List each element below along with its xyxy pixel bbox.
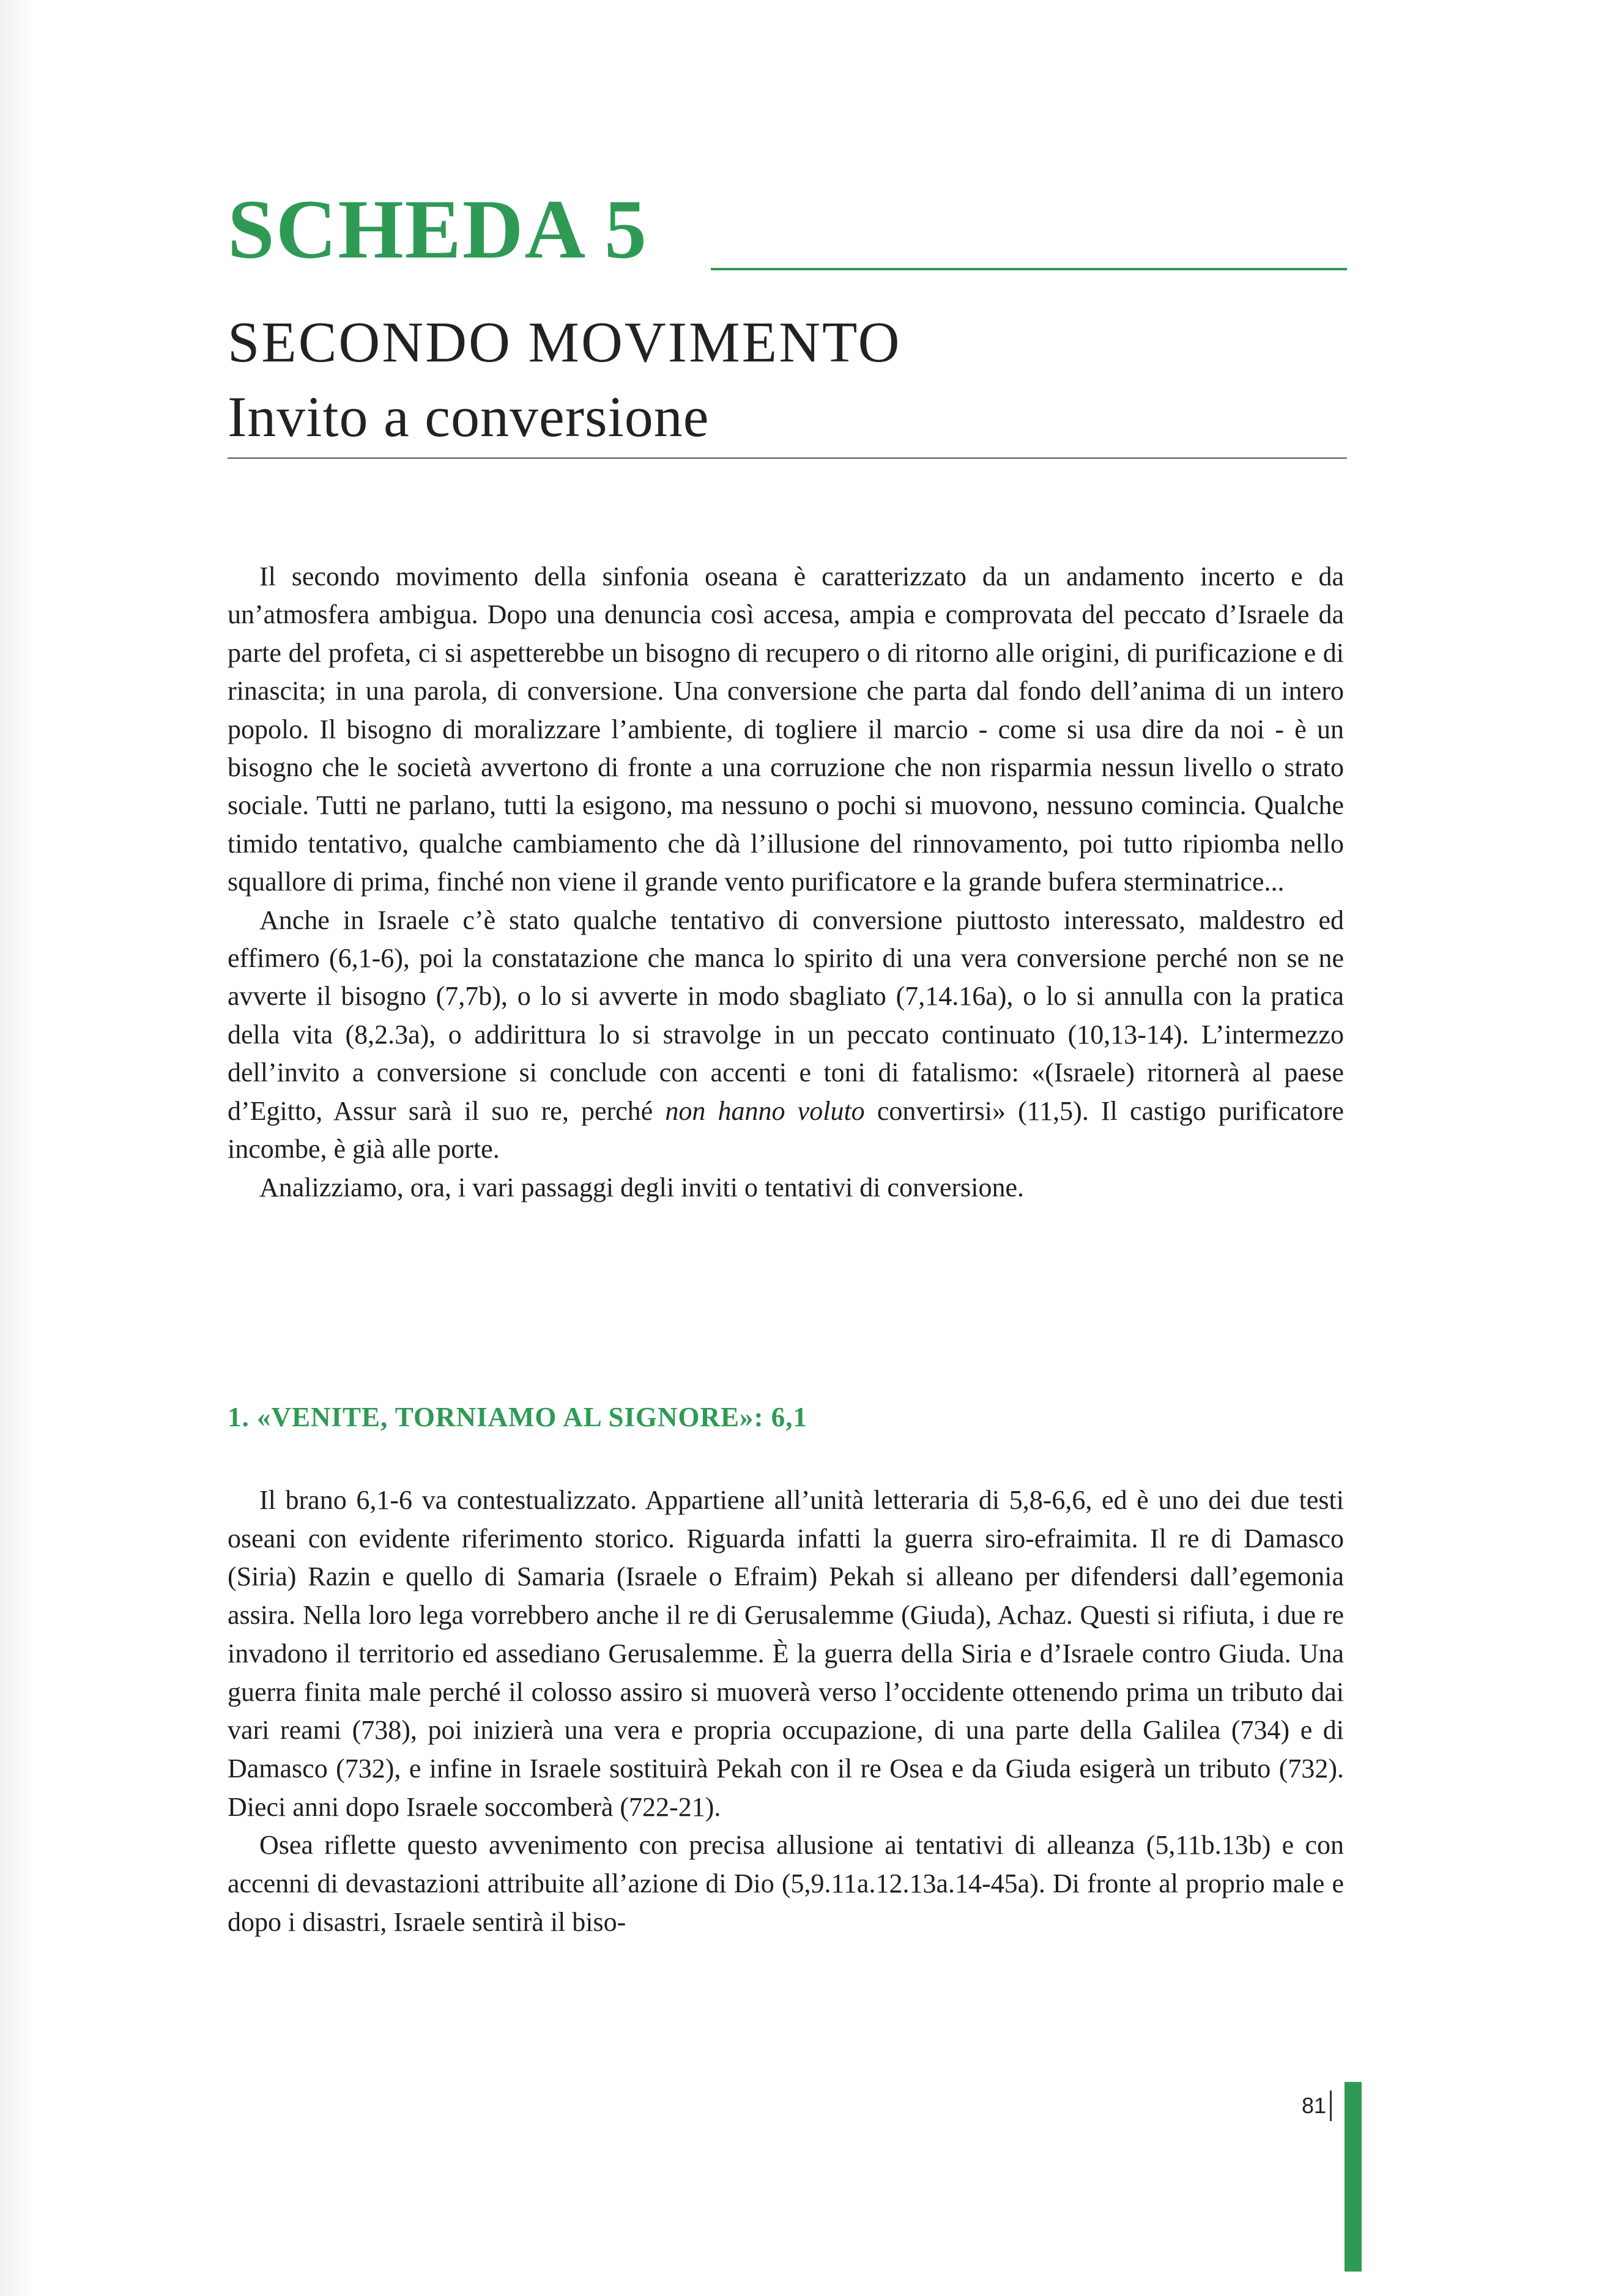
intro-paragraph-2-text-a: Anche in Israele c’è stato qualche tentativo di conversione piuttosto interessato, maldestro ed effimero (6,1-6), poi la constatazione che manca lo spirito di una vera conversione perché non se ne avverte il bisogno (7,7b), o lo si avverte in modo sbagliato (7,14.16a), o lo si annulla con la pratica della vita (8,2.3a), o addirittura lo si stravolge in un peccato continuato (10,13-14). L’intermezzo dell’invito a conversione si conclude con accenti e toni di fatalismo: «(Israele) ritornerà al paese d’Egitto, Assur sarà il suo re, perché [228, 905, 1344, 1126]
subtitle: Invito a conversione [228, 385, 710, 449]
title-divider [228, 457, 1347, 459]
intro-paragraph-2-text-b: convertirsi» (11,5). Il castigo purificatore incombe, è già alle porte. [228, 1095, 1345, 1165]
section-text [228, 1481, 1344, 1941]
movement-title: SECONDO MOVIMENTO [228, 311, 902, 374]
page-number: 81 [1302, 2090, 1332, 2121]
page-edge-green-bar [1345, 2082, 1362, 2272]
section-heading: 1. «VENITE, TORNIAMO AL SIGNORE»: 6,1 [228, 1402, 808, 1432]
title-block [228, 182, 1347, 449]
intro-paragraph-2-italic: non hanno voluto [665, 1095, 865, 1126]
page-edge [0, 0, 37, 2296]
section-paragraph-1: Il brano 6,1-6 va contestualizzato. Appartiene all’unità letteraria di 5,8-6,6, ed è uno dei due testi oseani con evidente riferimento storico. Riguarda infatti la guerra siro-efraimita. Il re di Damasco (Siria) Razin e quello di Samaria (Israele o Efraim) Pekah si alleano per difendersi dall’egemonia assira. Nella loro lega vorrebbero anche il re di Gerusalemme (Giuda), Achaz. Questi si rifiuta, i due re invadono il territorio ed assediano Gerusalemme. È la guerra della Siria e d’Israele contro Giuda. Una guerra finita male perché il colosso assiro si muoverà verso l’occidente ottenendo prima un tributo dai vari reami (738), poi inizierà una vera e propria occupazione, di una parte della Galilea (734) e di Damasco (732), e infine in Israele sostituirà Pekah con il re Osea e da Giuda esigerà un tributo (732). Dieci anni dopo Israele soccomberà (722-21). [228, 1485, 1344, 1822]
intro-text [228, 558, 1344, 1207]
intro-paragraph-1: Il secondo movimento della sinfonia oseana è caratterizzato da un andamento incerto e da un’atmosfera ambigua. Dopo una denuncia così accesa, ampia e comprovata del peccato d’Israele da parte del profeta, ci si aspetterebbe un bisogno di recupero o di ritorno alle origini, di purificazione e di rinascita; in una parola, di conversione. Una conversione che parta dal fondo dell’anima di un intero popolo. Il bisogno di moralizzare l’ambiente, di togliere il marcio - come si usa dire da noi - è un bisogno che le società avvertono di fronte a una corruzione che non risparmia nessun livello o strato sociale. Tutti ne parlano, tutti la esigono, ma nessuno o pochi si muovono, nessuno comincia. Qualche timido tentativo, qualche cambiamento che dà l’illusione del rinnovamento, poi tutto ripiomba nello squallore di prima, finché non viene il grande vento purificatore e la grande bufera sterminatrice... [228, 561, 1344, 897]
scheda-title: SCHEDA 5 [228, 182, 648, 276]
scheda-underline [711, 268, 1347, 270]
scheda-row [228, 183, 1347, 275]
intro-paragraph-2 [228, 902, 1344, 1169]
section-paragraph-2: Osea riflette questo avvenimento con precisa allusione ai tentativi di alleanza (5,11b.13b) e con accenni di devastazioni attribuite all’azione di Dio (5,9.11a.12.13a.14-45a). Di fronte al proprio male e dopo i disastri, Israele sentirà il biso- [228, 1830, 1344, 1937]
intro-paragraph-3: Analizziamo, ora, i vari passaggi degli inviti o tentativi di conversione. [259, 1172, 1025, 1202]
